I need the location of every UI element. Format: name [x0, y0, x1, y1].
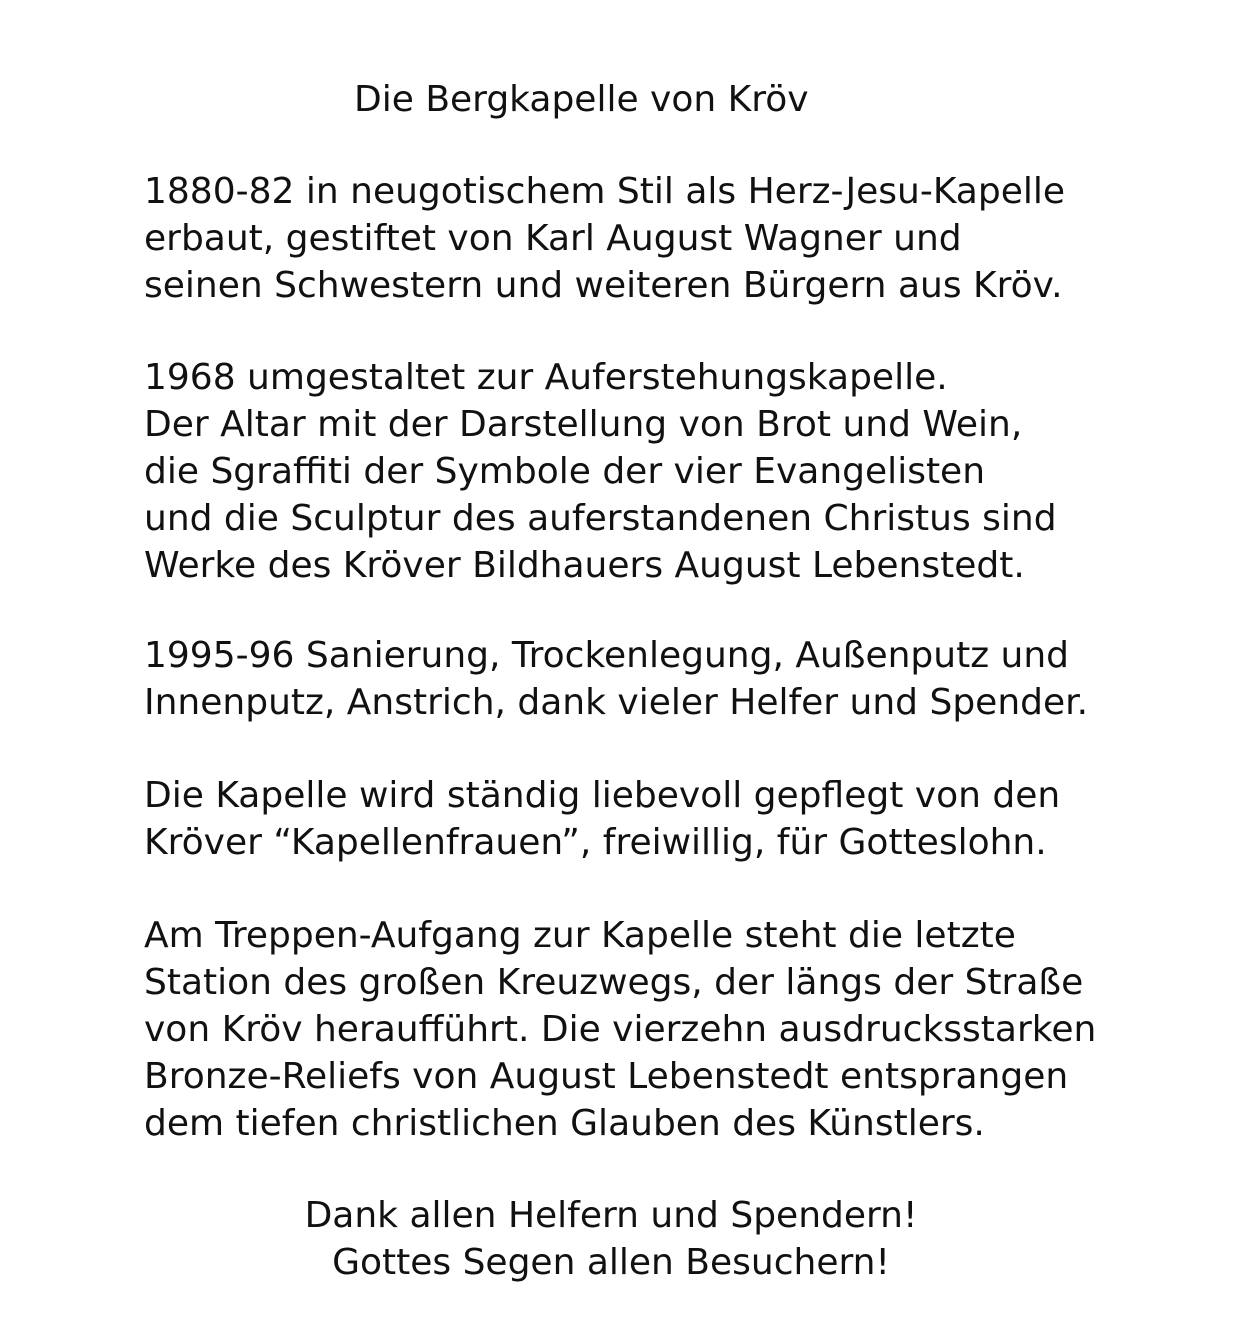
paragraph-line: dem tiefen christlichen Glauben des Künstlers. [144, 1103, 985, 1144]
document-title: Die Bergkapelle von Kröv [354, 79, 809, 120]
paragraph-renovation-1995 [144, 632, 1088, 726]
paragraph-line: 1880-82 in neugotischem Stil als Herz-Jesu-Kapelle [144, 171, 1066, 212]
paragraph-line: 1968 umgestaltet zur Auferstehungskapelle. [144, 357, 948, 398]
paragraph-line: 1995-96 Sanierung, Trockenlegung, Außenputz und [144, 635, 1070, 676]
paragraph-line: und die Sculptur des auferstandenen Christus sind [144, 498, 1057, 539]
paragraph-line: Station des großen Kreuzwegs, der längs der Straße [144, 962, 1084, 1003]
paragraph-line: Innenputz, Anstrich, dank vieler Helfer und Spender. [144, 682, 1089, 723]
paragraph-line: die Sgraffiti der Symbole der vier Evangelisten [144, 451, 986, 492]
paragraph-redesign-1968 [144, 354, 1057, 589]
paragraph-construction-history [144, 168, 1065, 309]
paragraph-line: erbaut, gestiftet von Karl August Wagner und [144, 218, 962, 259]
paragraph-line: Bronze-Reliefs von August Lebenstedt entsprangen [144, 1056, 1069, 1097]
paragraph-line: Am Treppen-Aufgang zur Kapelle steht die letzte [144, 915, 1016, 956]
paragraph-line: Kröver “Kapellenfrauen”, freiwillig, für Gotteslohn. [144, 822, 1047, 863]
paragraph-line: Die Kapelle wird ständig liebevoll gepflegt von den [144, 775, 1061, 816]
paragraph-line: Der Altar mit der Darstellung von Brot und Wein, [144, 404, 1023, 445]
closing-blessing [0, 1192, 1222, 1286]
paragraph-line: von Kröv heraufführt. Die vierzehn ausdrucksstarken [144, 1009, 1097, 1050]
paragraph-stations-of-the-cross [144, 912, 1096, 1147]
paragraph-care [144, 772, 1060, 866]
paragraph-line: Werke des Kröver Bildhauers August Lebenstedt. [144, 545, 1025, 586]
closing-line: Gottes Segen allen Besuchern! [332, 1242, 890, 1283]
closing-line: Dank allen Helfern und Spendern! [304, 1195, 918, 1236]
paragraph-line: seinen Schwestern und weiteren Bürgern aus Kröv. [144, 265, 1063, 306]
